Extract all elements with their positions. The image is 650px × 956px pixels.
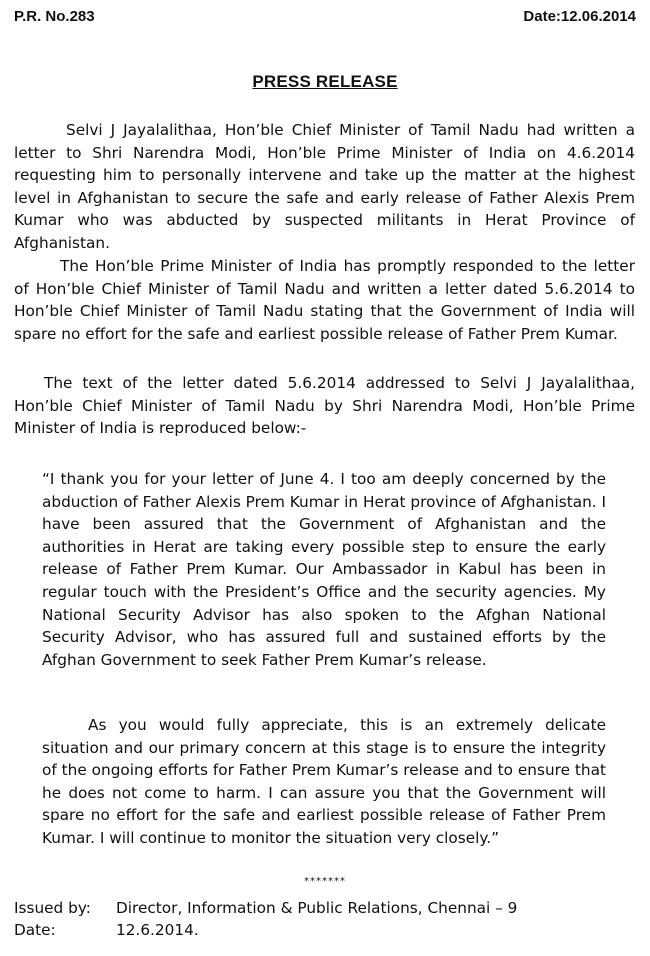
quoted-letter-paragraph-2: As you would fully appreciate, this is an extremely delicate situation and our primary concern at this stage is to ensure the integrity of the ongoing efforts for Father Prem Kumar’s release and to ensure that he does not come to harm. I can assure you that the Government will spare no effort for the safe and earliest possible release of Father Prem Kumar. I will continue to monitor the situation very closely.”: [42, 716, 606, 847]
document-header: [14, 8, 636, 28]
release-date: Date:12.06.2014: [523, 8, 636, 25]
paragraph-2: The Hon’ble Prime Minister of India has promptly responded to the letter of Hon’ble Chief Minister of Tamil Nadu and written a letter dated 5.6.2014 to Hon’ble Chief Minister of Tamil Nadu stating that the Government of India will spare no effort for the safe and earliest possible release of Father Prem Kumar.: [14, 257, 635, 343]
separator-stars: *******: [304, 876, 346, 887]
issued-by-value: Director, Information & Public Relations, Chennai – 9: [116, 899, 518, 917]
issued-by-label: Issued by:: [14, 899, 91, 917]
document-title: PRESS RELEASE: [252, 72, 398, 91]
quoted-letter-paragraph-1: “I thank you for your letter of June 4. I too am deeply concerned by the abduction of Father Alexis Prem Kumar in Herat province of Afghanistan. I have been assured that the Government of Afghanistan and the authorities in Herat are taking every possible step to ensure the early release of Father Prem Kumar. Our Ambassador in Kabul has been in regular touch with the President’s Office and the security agencies. My National Security Advisor has also spoken to the Afghan National Security Advisor, who has assured full and sustained efforts by the Afghan Government to seek Father Prem Kumar’s release.: [42, 470, 607, 669]
pr-number: P.R. No.283: [14, 8, 95, 25]
issued-by-line: [14, 897, 517, 919]
footer-date-label: Date:: [14, 921, 56, 939]
paragraph-3: The text of the letter dated 5.6.2014 addressed to Selvi J Jayalalithaa, Hon’ble Chief Minister of Tamil Nadu by Shri Narendra Modi, Hon’ble Prime Minister of India is reproduced below:-: [14, 374, 635, 438]
footer-date-value: 12.6.2014.: [116, 921, 199, 939]
paragraph-1: Selvi J Jayalalithaa, Hon’ble Chief Minister of Tamil Nadu had written a letter to Shri Narendra Modi, Hon’ble Prime Minister of India on 4.6.2014 requesting him to personally intervene and take up the matter at the highest level in Afghanistan to secure the safe and early release of Father Alexis Prem Kumar who was abducted by suspected militants in Herat Province of Afghanistan.: [14, 121, 635, 252]
footer-date-line: [14, 919, 199, 941]
